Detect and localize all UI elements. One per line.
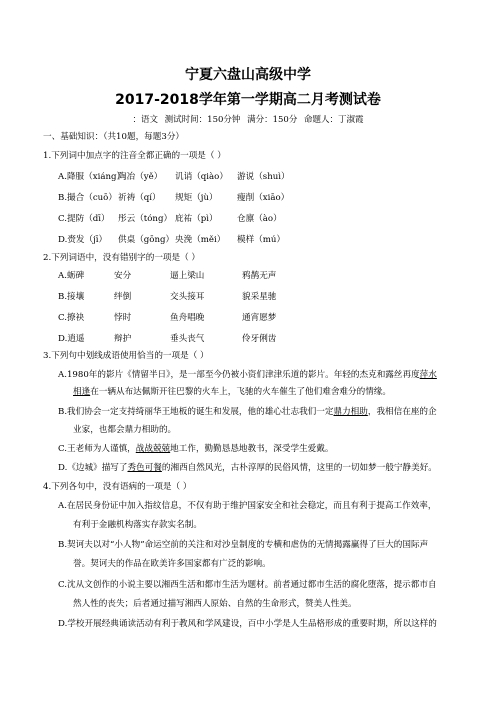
q4-option-a-line2: 有利于金融机构落实存款实名制。 [73,520,202,530]
question-4-stem: 4.下列各句中，没有语病的一项是（ ） [43,482,192,492]
q2-option-d [58,334,276,345]
q3-option-a-line2 [73,387,391,398]
option-cell: B.撮合（cuō） [58,193,117,203]
option-cell: 安分 [114,271,132,281]
exam-meta: ：语文 测试时间：150分钟 满分：150分 命题人：丁淑霞 [132,115,364,125]
option-cell: 陶冶（yě） [118,172,163,182]
underlined-idiom: 萍水 [419,370,437,380]
q2-option-b [58,292,276,303]
q3-option-c [58,444,333,455]
option-cell: A.降服（xiáng） [58,172,126,182]
option-cell: 仓廪（ào） [237,214,282,224]
option-cell: 规矩（jù） [175,193,218,203]
q3-option-d [58,463,437,474]
q1-option-a [58,172,290,183]
question-2-stem: 2.下列词语中，没有错别字的一项是（ ） [43,253,201,263]
q4-option-d-line1: D.学校开展经典诵读活动有利于教风和学风建设，百中小学是人生品格形成的重要时期，所以这样的 [58,619,437,629]
option-cell: 悖时 [114,313,132,323]
option-cell: 瘦削（xiāo） [237,193,290,203]
option-cell: 供桌（gōng） [118,235,175,245]
text-span: 在一辆从布达佩斯开往巴黎的火车上，飞驰的火车催生了他们难舍难分的情缘。 [90,387,391,397]
text-span: C.王老师为人谨慎， [58,444,136,454]
q4-option-b-line1: B.契诃夫以对“小人物”命运空前的关注和对沙皇制度的专横和虐伪的无情揭露赢得了巨大的国际声 [58,540,429,550]
q2-option-c [58,313,276,324]
q4-option-c-line2: 然人性的丧失；后者通过描写湘西人原始、自然的生命形式，赞美人性美。 [73,599,357,609]
option-cell: 辩护 [114,334,132,344]
text-span: B.我们协会一定支持绮丽华王地板的诞生和发展，他的雄心壮志我们一定 [58,407,334,417]
option-cell: 貌采星驰 [242,292,277,302]
underlined-idiom: 相逢 [73,387,91,397]
q2-option-a [58,271,276,282]
option-cell: B.接壤 [58,292,85,302]
q3-option-a-line1 [58,370,437,381]
option-cell: 垂头丧气 [170,334,205,344]
option-cell: D.逍遥 [58,334,85,344]
option-cell: 伶牙俐齿 [242,334,277,344]
option-cell: A.蛎碑 [58,271,85,281]
option-cell: 游说（shuì） [237,172,290,182]
school-name: 宁夏六盘山高级中学 [185,67,311,83]
question-3-stem: 3.下列句中划线成语使用恰当的一项是（ ） [43,351,209,361]
q1-option-c [58,214,282,225]
option-cell: 庇祐（pì） [175,214,218,224]
text-span: A.1980年的影片《情留半日》，是一部至今仍被小资们津津乐道的影片。年轻的杰克和露丝再度 [58,370,420,380]
text-span: 的湘西自然风光，古朴淳厚的民俗风情，这里的一切如梦一般宁静美好。 [161,463,437,473]
section-heading: 一、基础知识：（共10题，每题3分） [43,132,185,142]
underlined-idiom: 秀色可餐 [127,463,162,473]
underlined-idiom: 战战兢兢 [135,444,171,454]
text-span: ，我相信在座的企 [367,407,437,417]
option-cell: 祈祷（qí） [118,193,161,203]
option-cell: 彤云（tóng） [118,214,173,224]
text-span: 地工作，勤勤恳恳地教书，深受学生爱戴。 [170,444,334,454]
q4-option-b-line2: 誉。契诃夫的作品在欧美许多国家都有广泛的影响。 [73,559,271,569]
option-cell: 讥诮（qiào） [175,172,228,182]
option-cell: 鸦鹊无声 [242,271,277,281]
text-span: D.《边城》描写了 [58,463,128,473]
exam-title: 2017-2018学年第一学期高二月考测试卷 [115,92,381,108]
option-cell: 交头接耳 [170,292,205,302]
q1-option-d [58,235,285,246]
q4-option-a-line1: A.在居民身份证中加入指纹信息，不仅有助于维护国家安全和社会稳定，而且有利于提高工作效率， [58,501,437,511]
option-cell: 模样（mú） [237,235,286,245]
q3-option-b-line1 [58,407,437,418]
underlined-idiom: 鼎力相助 [333,407,368,417]
option-cell: 鱼舟唱晚 [170,313,205,323]
question-1-stem: 1.下列词中加点字的注音全都正确的一项是（ ） [43,151,226,161]
q3-option-b-line2: 业家，也都会鼎力相助的。 [73,425,177,435]
option-cell: 央浼（měi） [175,235,226,245]
option-cell: C.撩袂 [58,313,85,323]
q1-option-b [58,193,289,204]
option-cell: D.赍发（jī） [58,235,108,245]
q4-option-c-line1: C.沈从文创作的小说主要以湘西生活和都市生活为题材。前者通过都市生活的腐化堕落，提示都市自 [58,580,437,590]
option-cell: 绊倒 [114,292,132,302]
option-cell: C.提防（dī） [58,214,110,224]
option-cell: 通宵愿梦 [242,313,277,323]
option-cell: 逼上梁山 [170,271,205,281]
